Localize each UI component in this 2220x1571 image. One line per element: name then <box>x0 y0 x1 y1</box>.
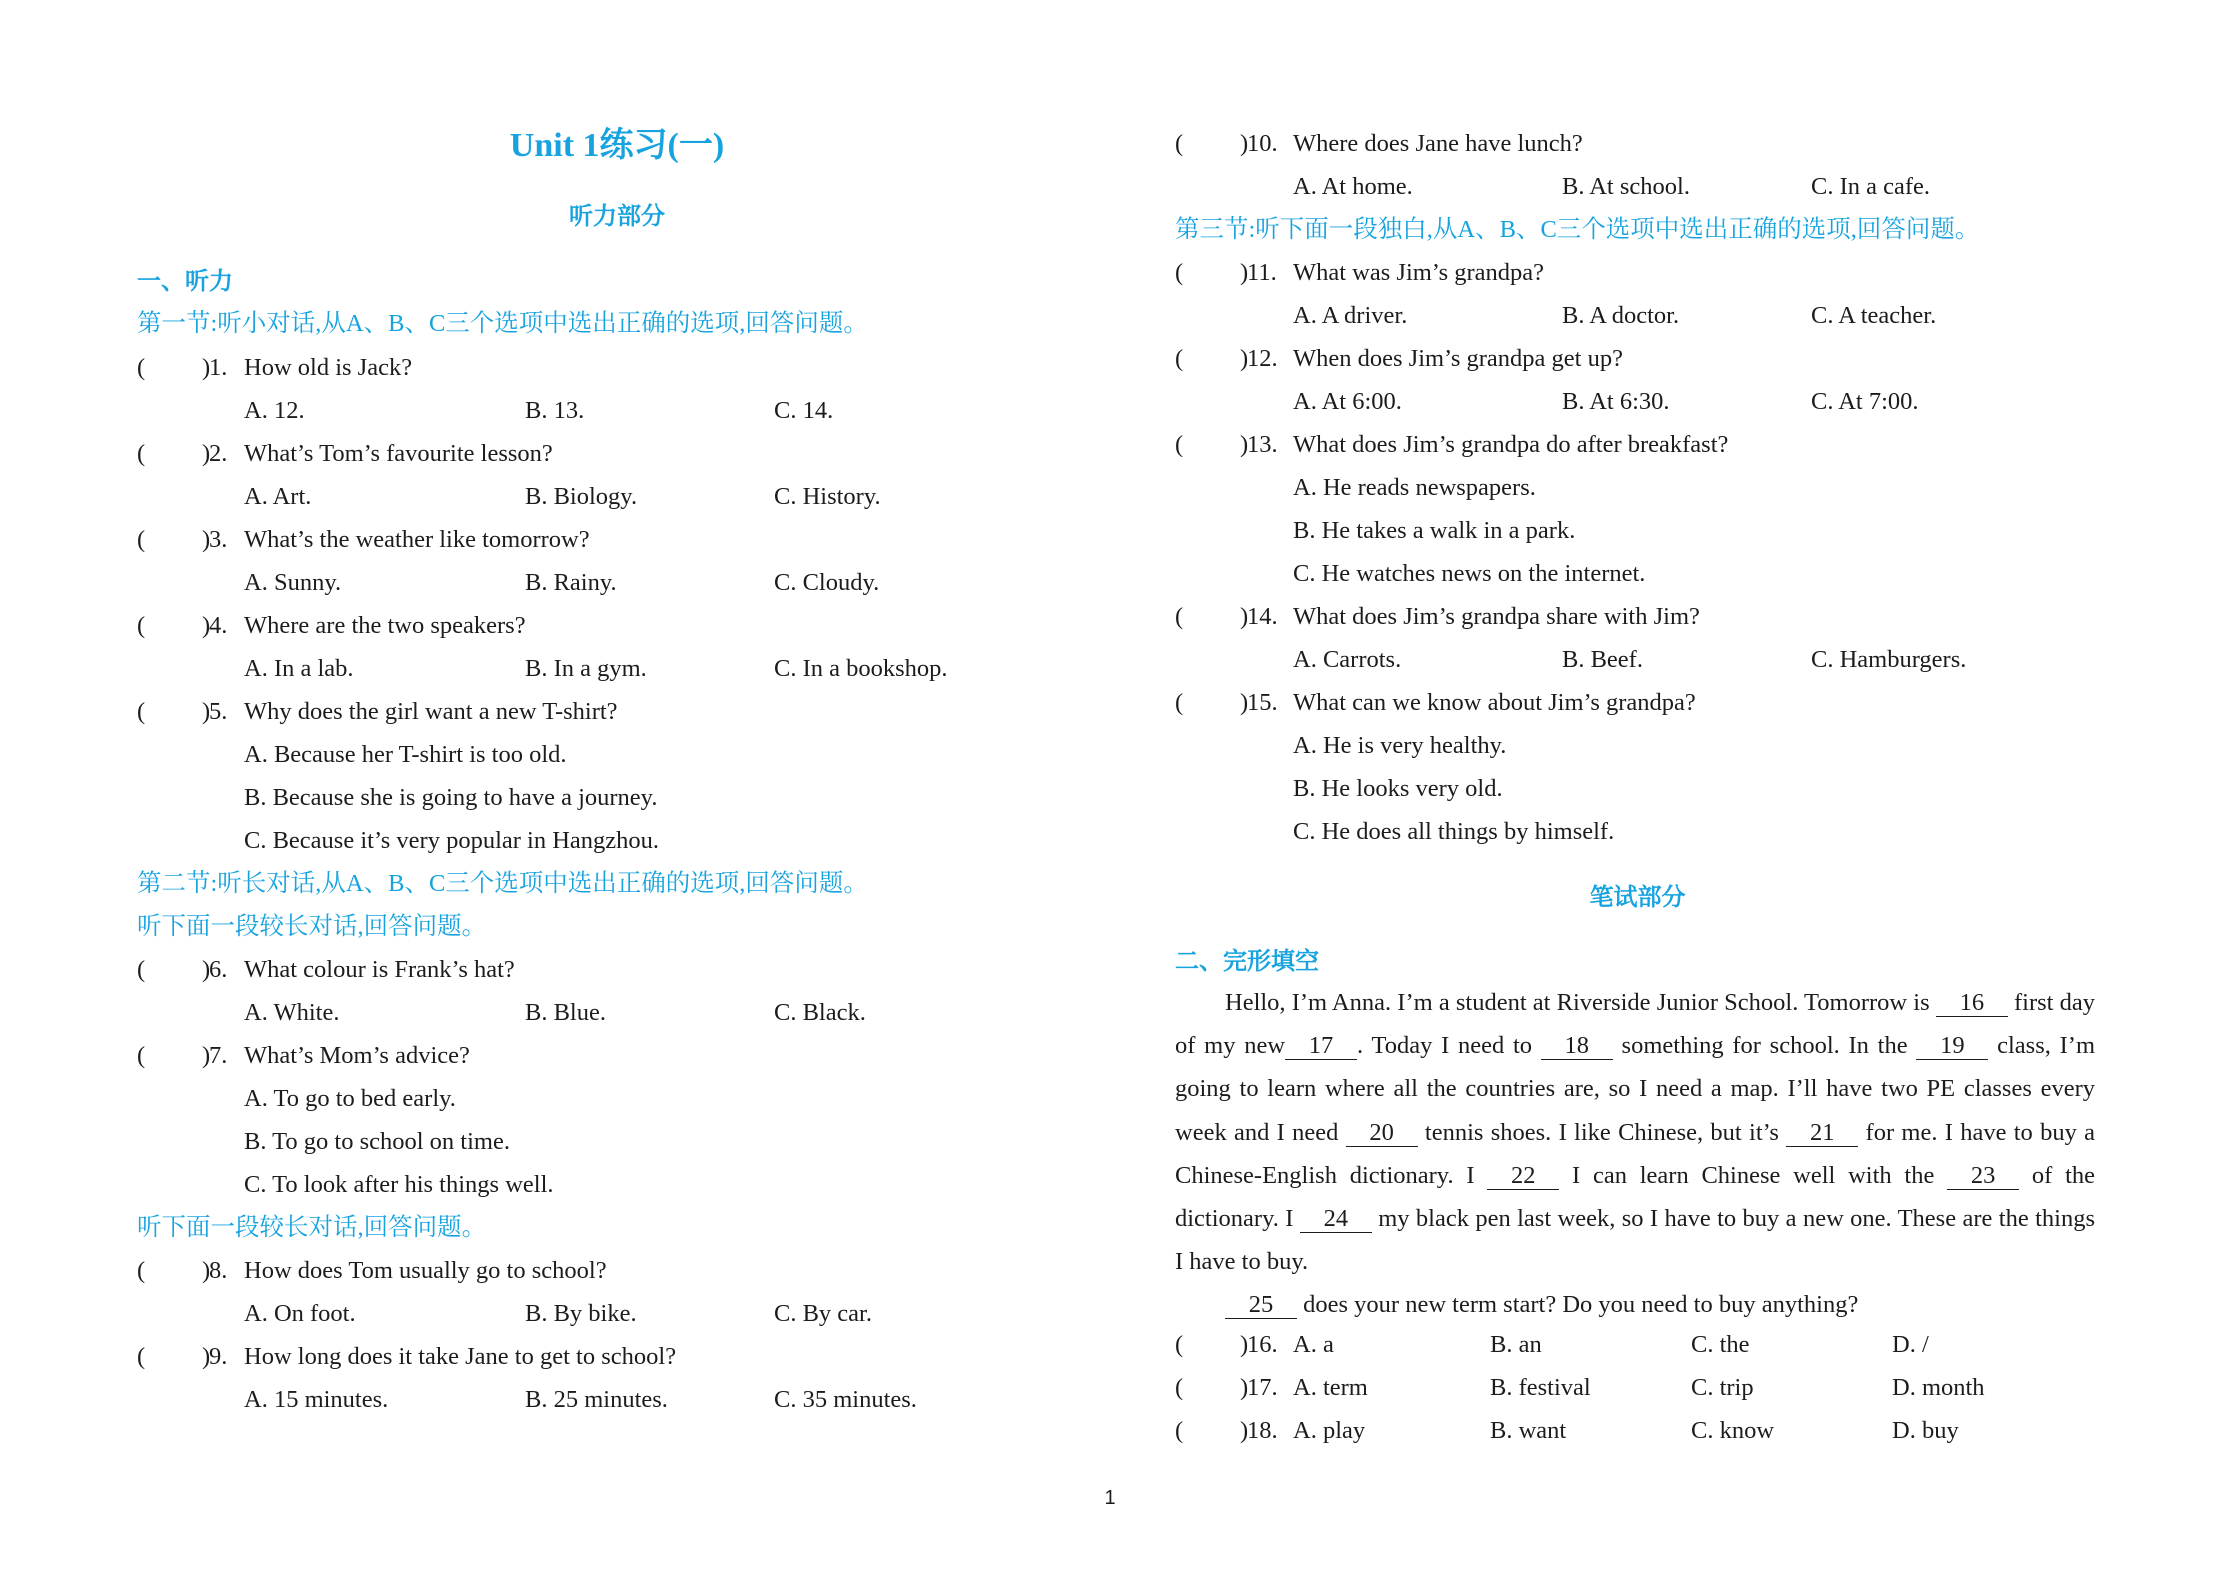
option-c: C. trip <box>1691 1374 1754 1401</box>
answer-paren-close[interactable]: ) <box>202 1042 211 1069</box>
blank-25: 25 <box>1225 1292 1297 1319</box>
answer-paren-open: ( <box>137 354 146 381</box>
question-number: 7. <box>209 1042 228 1069</box>
option-c: C. He watches news on the internet. <box>1293 560 1646 587</box>
question-text: Why does the girl want a new T-shirt? <box>244 698 618 725</box>
blank-18: 18 <box>1541 1033 1613 1060</box>
answer-paren-open: ( <box>1175 1374 1184 1401</box>
question-number: 9. <box>209 1343 228 1370</box>
option-a: A. A driver. <box>1293 302 1408 329</box>
option-a: A. Because her T-shirt is too old. <box>244 741 567 768</box>
option-b: B. He takes a walk in a park. <box>1293 517 1576 544</box>
question-number: 17. <box>1247 1374 1278 1401</box>
answer-paren-close[interactable]: ) <box>202 440 211 467</box>
question-number: 6. <box>209 956 228 983</box>
option-a: A. Carrots. <box>1293 646 1402 673</box>
cloze-passage <box>1175 981 2095 1283</box>
question-text: What colour is Frank’s hat? <box>244 956 515 983</box>
option-d: D. / <box>1892 1331 1929 1358</box>
answer-paren-open: ( <box>1175 345 1184 372</box>
option-a: A. 12. <box>244 397 305 424</box>
cloze-passage-2 <box>1175 1283 2095 1326</box>
answer-paren-close[interactable]: ) <box>202 1343 211 1370</box>
writing-section-title: 二、完形填空 <box>1175 947 1319 975</box>
option-b: B. festival <box>1490 1374 1591 1401</box>
option-b: B. Because she is going to have a journey. <box>244 784 658 811</box>
question-text: How does Tom usually go to school? <box>244 1257 607 1284</box>
option-a: A. He is very healthy. <box>1293 732 1507 759</box>
writing-part-title: 笔试部分 <box>1589 883 1686 911</box>
option-c: C. Hamburgers. <box>1811 646 1967 673</box>
option-c: C. 35 minutes. <box>774 1386 917 1413</box>
passage-text: . Today I need to <box>1357 1032 1541 1060</box>
answer-paren-open: ( <box>1175 1331 1184 1358</box>
section-3-instruction: 第三节:听下面一段独白,从A、B、C三个选项中选出正确的选项,回答问题。 <box>1175 216 1980 243</box>
question-text: What’s the weather like tomorrow? <box>244 526 590 553</box>
answer-paren-open: ( <box>137 698 146 725</box>
answer-paren-open: ( <box>1175 603 1184 630</box>
option-c: C. To look after his things well. <box>244 1171 554 1198</box>
passage-text: tennis shoes. I like Chinese, but it’s <box>1417 1118 1787 1146</box>
option-b: B. Beef. <box>1562 646 1643 673</box>
listening-section-title: 一、听力 <box>137 267 233 295</box>
question-text: What’s Mom’s advice? <box>244 1042 470 1069</box>
passage-text: of the dictionary. I <box>1175 1161 2095 1233</box>
passage-text: class, I’m going to learn where all the countries are, so I need a map. I’ll have two PE classes every week and I need <box>1175 1032 2095 1146</box>
option-a: A. Art. <box>244 483 312 510</box>
answer-paren-close[interactable]: ) <box>1240 1331 1249 1358</box>
answer-paren-close[interactable]: ) <box>1240 689 1249 716</box>
passage-text: Hello, I’m Anna. I’m a student at Riverside Junior School. Tomorrow is <box>1225 989 1936 1016</box>
passage-text: first day of my new <box>1175 989 2095 1060</box>
question-text: What can we know about Jim’s grandpa? <box>1293 689 1696 716</box>
option-a: A. a <box>1293 1331 1334 1358</box>
section-2-sub-instruction: 听下面一段较长对话,回答问题。 <box>137 913 487 940</box>
question-number: 11. <box>1247 259 1277 286</box>
answer-paren-open: ( <box>1175 259 1184 286</box>
option-a: A. On foot. <box>244 1300 356 1327</box>
option-c: C. History. <box>774 483 881 510</box>
answer-paren-close[interactable]: ) <box>202 1257 211 1284</box>
question-number: 13. <box>1247 431 1278 458</box>
option-c: C. He does all things by himself. <box>1293 818 1615 845</box>
question-number: 1. <box>209 354 228 381</box>
question-number: 16. <box>1247 1331 1278 1358</box>
option-a: A. White. <box>244 999 340 1026</box>
option-a: A. play <box>1293 1417 1366 1444</box>
question-text: How long does it take Jane to get to school? <box>244 1343 677 1370</box>
passage-text: does your new term start? Do you need to buy anything? <box>1297 1291 1859 1318</box>
question-number: 15. <box>1247 689 1278 716</box>
option-b: B. In a gym. <box>525 655 647 682</box>
passage-text: I can learn Chinese well with the <box>1559 1161 1948 1189</box>
option-c: C. Cloudy. <box>774 569 880 596</box>
option-b: B. Biology. <box>525 483 638 510</box>
option-c: C. In a bookshop. <box>774 655 948 682</box>
answer-paren-open: ( <box>1175 1417 1184 1444</box>
answer-paren-close[interactable]: ) <box>1240 1374 1249 1401</box>
option-c: C. In a cafe. <box>1811 173 1931 200</box>
answer-paren-close[interactable]: ) <box>1240 1417 1249 1444</box>
option-c: C. By car. <box>774 1300 872 1327</box>
question-text: What does Jim’s grandpa share with Jim? <box>1293 603 1700 630</box>
passage-text: something for school. In the <box>1612 1032 1917 1060</box>
page-number: 1 <box>1104 1487 1116 1509</box>
question-text: How old is Jack? <box>244 354 413 381</box>
blank-20: 20 <box>1346 1120 1418 1147</box>
section-1-instruction: 第一节:听小对话,从A、B、C三个选项中选出正确的选项,回答问题。 <box>137 310 868 337</box>
question-number: 5. <box>209 698 228 725</box>
section-2-sub-instruction-2: 听下面一段较长对话,回答问题。 <box>137 1214 487 1241</box>
question-number: 18. <box>1247 1417 1278 1444</box>
answer-paren-open: ( <box>137 1042 146 1069</box>
answer-paren-close[interactable]: ) <box>1240 259 1249 286</box>
option-c: C. 14. <box>774 397 834 424</box>
passage-text: my black pen last week, so I have to buy a new one. These are the things I have to buy. <box>1175 1205 2095 1276</box>
answer-paren-open: ( <box>1175 431 1184 458</box>
answer-paren-open: ( <box>137 612 146 639</box>
option-b: B. To go to school on time. <box>244 1128 510 1155</box>
option-a: A. At 6:00. <box>1293 388 1402 415</box>
blank-17: 17 <box>1285 1033 1357 1060</box>
question-text: Where are the two speakers? <box>244 612 526 639</box>
question-number: 2. <box>209 440 228 467</box>
option-b: B. Blue. <box>525 999 606 1026</box>
option-a: A. He reads newspapers. <box>1293 474 1536 501</box>
blank-22: 22 <box>1487 1163 1559 1190</box>
option-b: B. He looks very old. <box>1293 775 1503 802</box>
answer-paren-open: ( <box>137 1343 146 1370</box>
option-c: C. A teacher. <box>1811 302 1937 329</box>
page-title: Unit 1练习(一) <box>509 127 725 164</box>
option-b: B. By bike. <box>525 1300 637 1327</box>
question-text: What does Jim’s grandpa do after breakfast? <box>1293 431 1729 458</box>
question-text: What was Jim’s grandpa? <box>1293 259 1545 286</box>
answer-paren-close[interactable]: ) <box>202 698 211 725</box>
answer-paren-open: ( <box>1175 689 1184 716</box>
passage-text: for me. I have to buy a Chinese-English dictionary. I <box>1175 1118 2095 1189</box>
question-number: 10. <box>1247 130 1278 157</box>
option-b: B. 13. <box>525 397 585 424</box>
option-d: D. buy <box>1892 1417 1959 1444</box>
answer-paren-open: ( <box>137 956 146 983</box>
question-text: Where does Jane have lunch? <box>1293 130 1583 157</box>
answer-paren-close[interactable]: ) <box>1240 603 1249 630</box>
question-text: What’s Tom’s favourite lesson? <box>244 440 553 467</box>
answer-paren-close[interactable]: ) <box>202 526 211 553</box>
option-c: C. Because it’s very popular in Hangzhou. <box>244 827 660 854</box>
option-c: C. know <box>1691 1417 1775 1444</box>
answer-paren-open: ( <box>137 440 146 467</box>
option-b: B. At 6:30. <box>1562 388 1670 415</box>
blank-21: 21 <box>1786 1120 1858 1147</box>
option-b: B. 25 minutes. <box>525 1386 668 1413</box>
answer-paren-close[interactable]: ) <box>202 612 211 639</box>
option-a: A. In a lab. <box>244 655 354 682</box>
option-d: D. month <box>1892 1374 1985 1401</box>
answer-paren-close[interactable]: ) <box>202 354 211 381</box>
option-a: A. At home. <box>1293 173 1413 200</box>
option-b: B. Rainy. <box>525 569 617 596</box>
question-number: 14. <box>1247 603 1278 630</box>
listening-part-title: 听力部分 <box>569 202 665 230</box>
option-b: B. At school. <box>1562 173 1690 200</box>
option-a: A. 15 minutes. <box>244 1386 389 1413</box>
answer-paren-close[interactable]: ) <box>1240 130 1249 157</box>
answer-paren-open: ( <box>1175 130 1184 157</box>
option-a: A. To go to bed early. <box>244 1085 456 1112</box>
section-2-instruction: 第二节:听长对话,从A、B、C三个选项中选出正确的选项,回答问题。 <box>137 870 868 897</box>
answer-paren-close[interactable]: ) <box>1240 345 1249 372</box>
blank-24: 24 <box>1300 1206 1372 1233</box>
option-c: C. Black. <box>774 999 866 1026</box>
question-number: 8. <box>209 1257 228 1284</box>
blank-23: 23 <box>1947 1163 2019 1190</box>
option-b: B. want <box>1490 1417 1567 1444</box>
option-c: C. At 7:00. <box>1811 388 1919 415</box>
question-number: 4. <box>209 612 228 639</box>
question-number: 12. <box>1247 345 1278 372</box>
answer-paren-open: ( <box>137 1257 146 1284</box>
blank-16: 16 <box>1936 990 2008 1017</box>
blank-19: 19 <box>1916 1033 1988 1060</box>
option-b: B. an <box>1490 1331 1542 1358</box>
answer-paren-close[interactable]: ) <box>202 956 211 983</box>
option-b: B. A doctor. <box>1562 302 1680 329</box>
question-number: 3. <box>209 526 228 553</box>
answer-paren-open: ( <box>137 526 146 553</box>
option-c: C. the <box>1691 1331 1750 1358</box>
question-text: When does Jim’s grandpa get up? <box>1293 345 1623 372</box>
answer-paren-close[interactable]: ) <box>1240 431 1249 458</box>
option-a: A. term <box>1293 1374 1368 1401</box>
option-a: A. Sunny. <box>244 569 342 596</box>
